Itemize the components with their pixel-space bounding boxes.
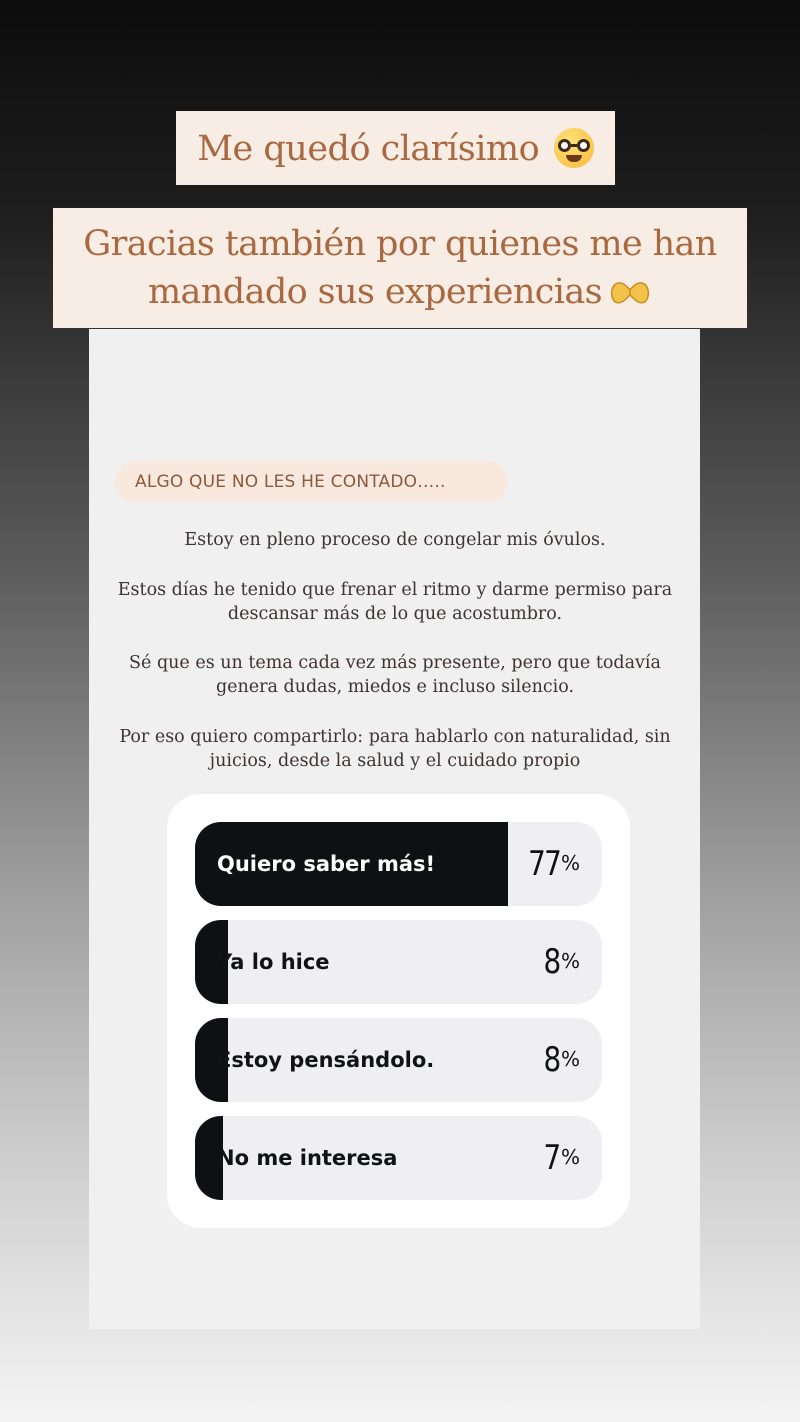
poll-option-2-percent [540, 920, 580, 1004]
poll-option-3-percent-value: 8 [543, 1040, 560, 1080]
paragraph-3: Sé que es un tema cada vez más presente, pero que todavía genera dudas, miedos e incluso silencio. [129, 653, 661, 697]
caption-top-text [197, 129, 594, 169]
poll-option-1-percent [521, 822, 580, 906]
paragraph-2: Estos días he tenido que frenar el ritmo y darme permiso para descansar más de lo que acostumbro. [117, 580, 673, 624]
poll-option-4-percent-symbol: % [560, 1145, 580, 1169]
poll-option-3-percent-symbol: % [560, 1047, 580, 1071]
poll-option-2-percent-symbol: % [560, 949, 580, 973]
caption-thanks-line2: mandado sus experiencias [147, 272, 603, 312]
section-tag [115, 461, 508, 502]
paragraph-4: Por eso quiero compartirlo: para hablarlo con naturalidad, sin juicios, desde la salud y el cuidado propio [119, 727, 671, 771]
poll-option-4-label: No me interesa [217, 1146, 398, 1170]
poll-option-2-percent-value: 8 [543, 942, 560, 982]
poll-option-3-label: Estoy pensándolo. [217, 1048, 435, 1072]
poll-option-3-percent [540, 1018, 580, 1102]
caption-top-label: Me quedó clarísimo [197, 129, 540, 169]
poll-option-3[interactable] [195, 1018, 602, 1102]
poll-option-4-percent-value: 7 [543, 1138, 560, 1178]
heart-hands-emoji-icon [608, 275, 652, 307]
poll-option-4[interactable] [195, 1116, 602, 1200]
poll-option-1-percent-value: 77 [527, 844, 560, 884]
caption-thanks-line1: Gracias también por quienes me han [83, 224, 717, 264]
caption-sticker-thanks [53, 208, 747, 328]
paragraph-1: Estoy en pleno proceso de congelar mis óvulos. [184, 530, 606, 550]
poll-option-1-label: Quiero saber más! [217, 852, 436, 876]
caption-sticker-top [176, 111, 615, 185]
poll-card [167, 794, 630, 1228]
poll-option-1[interactable] [195, 822, 602, 906]
poll-option-4-percent [540, 1116, 580, 1200]
poll-option-1-percent-symbol: % [560, 851, 580, 875]
poll-option-2-label: Ya lo hice [217, 950, 330, 974]
poll-option-2[interactable] [195, 920, 602, 1004]
caption-thanks-text [83, 220, 717, 316]
nerd-face-emoji-icon [554, 128, 594, 168]
section-tag-label: ALGO QUE NO LES HE CONTADO….. [135, 471, 446, 492]
